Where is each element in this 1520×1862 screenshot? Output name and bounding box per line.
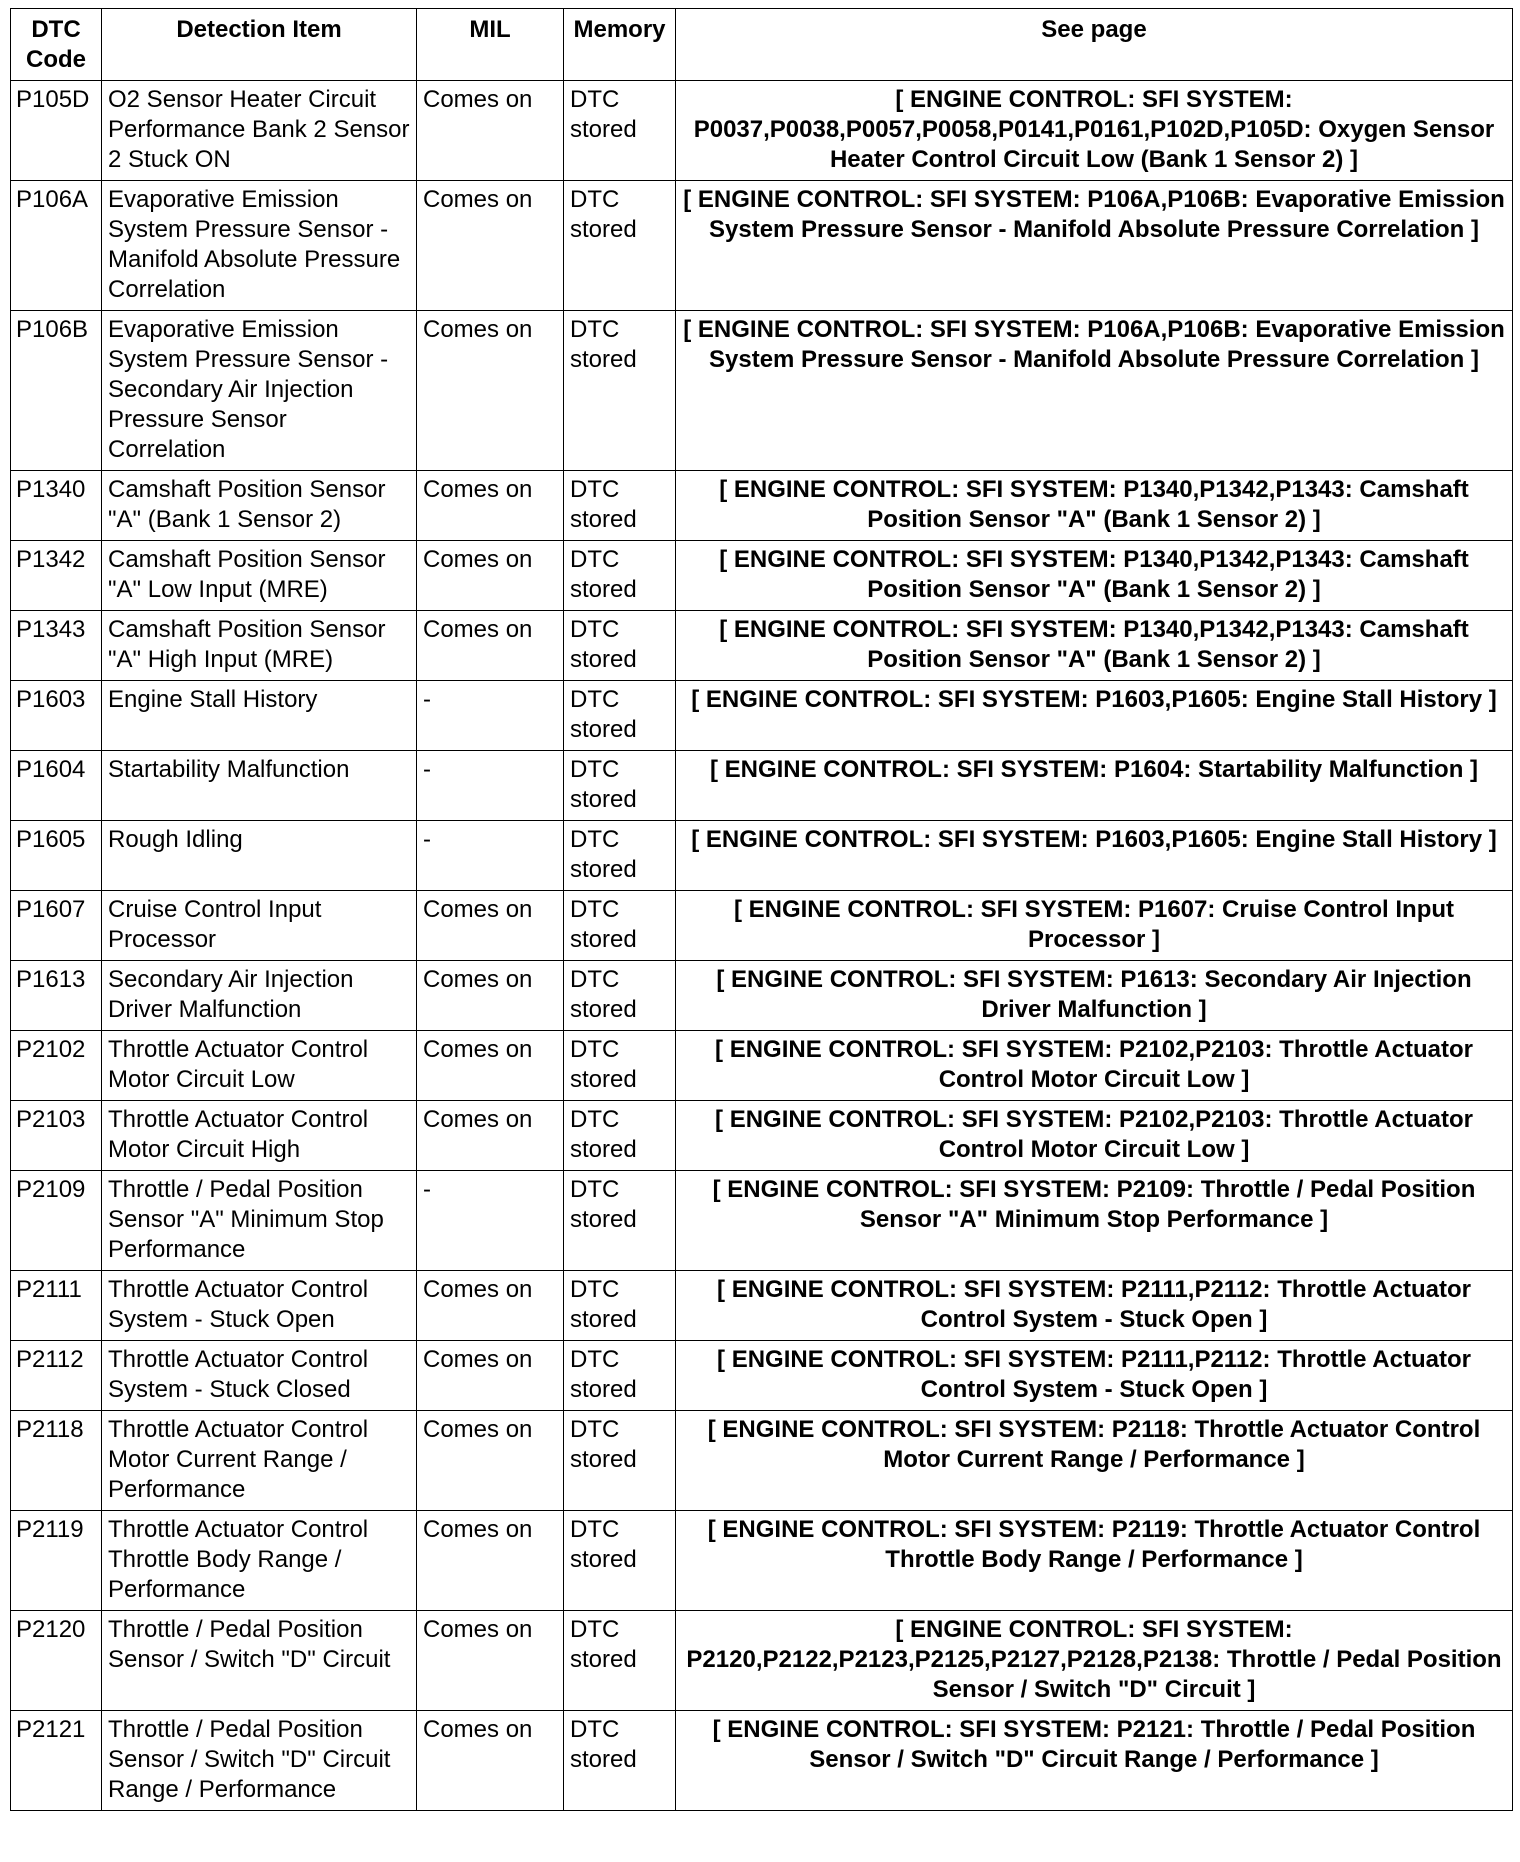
detection-item-cell: Throttle Actuator Control Motor Circuit High <box>102 1101 417 1171</box>
memory-cell: DTC stored <box>564 181 676 311</box>
table-row <box>11 751 1513 821</box>
memory-cell: DTC stored <box>564 541 676 611</box>
table-row <box>11 181 1513 311</box>
mil-cell: - <box>417 681 564 751</box>
memory-cell: DTC stored <box>564 611 676 681</box>
dtc-code-cell: P1343 <box>11 611 102 681</box>
detection-item-cell: Rough Idling <box>102 821 417 891</box>
detection-item-cell: Camshaft Position Sensor "A" (Bank 1 Sensor 2) <box>102 471 417 541</box>
mil-cell: Comes on <box>417 1411 564 1511</box>
header-memory: Memory <box>564 9 676 81</box>
dtc-code-cell: P1605 <box>11 821 102 891</box>
see-page-link[interactable]: [ ENGINE CONTROL: SFI SYSTEM: P106A,P106B: Evaporative Emission System Pressure Sensor - Manifold Absolute Pressure Correlation ] <box>676 181 1513 311</box>
detection-item-cell: Throttle Actuator Control Throttle Body Range / Performance <box>102 1511 417 1611</box>
dtc-code-cell: P2111 <box>11 1271 102 1341</box>
see-page-link[interactable]: [ ENGINE CONTROL: SFI SYSTEM: P2111,P2112: Throttle Actuator Control System - Stuck Open ] <box>676 1341 1513 1411</box>
see-page-link[interactable]: [ ENGINE CONTROL: SFI SYSTEM: P1340,P1342,P1343: Camshaft Position Sensor "A" (Bank 1 Sensor 2) ] <box>676 611 1513 681</box>
dtc-code-cell: P106B <box>11 311 102 471</box>
mil-cell: Comes on <box>417 181 564 311</box>
table-row <box>11 891 1513 961</box>
see-page-link[interactable]: [ ENGINE CONTROL: SFI SYSTEM: P2111,P2112: Throttle Actuator Control System - Stuck Open ] <box>676 1271 1513 1341</box>
table-row <box>11 611 1513 681</box>
mil-cell: Comes on <box>417 1341 564 1411</box>
dtc-code-cell: P1607 <box>11 891 102 961</box>
detection-item-cell: O2 Sensor Heater Circuit Performance Bank 2 Sensor 2 Stuck ON <box>102 81 417 181</box>
dtc-code-cell: P2103 <box>11 1101 102 1171</box>
dtc-code-cell: P2118 <box>11 1411 102 1511</box>
mil-cell: - <box>417 751 564 821</box>
table-row <box>11 1031 1513 1101</box>
mil-cell: Comes on <box>417 1511 564 1611</box>
dtc-code-cell: P2120 <box>11 1611 102 1711</box>
table-row <box>11 821 1513 891</box>
table-row <box>11 1271 1513 1341</box>
mil-cell: Comes on <box>417 1101 564 1171</box>
memory-cell: DTC stored <box>564 681 676 751</box>
mil-cell: Comes on <box>417 611 564 681</box>
dtc-code-cell: P2102 <box>11 1031 102 1101</box>
mil-cell: Comes on <box>417 1271 564 1341</box>
table-row <box>11 1411 1513 1511</box>
header-dtc-code: DTC Code <box>11 9 102 81</box>
see-page-link[interactable]: [ ENGINE CONTROL: SFI SYSTEM: P2102,P2103: Throttle Actuator Control Motor Circuit Low ] <box>676 1031 1513 1101</box>
memory-cell: DTC stored <box>564 1611 676 1711</box>
table-body <box>11 81 1513 1811</box>
detection-item-cell: Startability Malfunction <box>102 751 417 821</box>
see-page-link[interactable]: [ ENGINE CONTROL: SFI SYSTEM: P0037,P0038,P0057,P0058,P0141,P0161,P102D,P105D: Oxygen Sensor Heater Control Circuit Low (Bank 1 Sensor 2) ] <box>676 81 1513 181</box>
dtc-code-cell: P105D <box>11 81 102 181</box>
detection-item-cell: Throttle / Pedal Position Sensor / Switch "D" Circuit <box>102 1611 417 1711</box>
dtc-code-cell: P1342 <box>11 541 102 611</box>
dtc-code-cell: P1603 <box>11 681 102 751</box>
mil-cell: Comes on <box>417 541 564 611</box>
detection-item-cell: Engine Stall History <box>102 681 417 751</box>
dtc-code-cell: P1613 <box>11 961 102 1031</box>
detection-item-cell: Camshaft Position Sensor "A" Low Input (MRE) <box>102 541 417 611</box>
table-row <box>11 81 1513 181</box>
mil-cell: Comes on <box>417 471 564 541</box>
table-row <box>11 1101 1513 1171</box>
dtc-code-cell: P1340 <box>11 471 102 541</box>
see-page-link[interactable]: [ ENGINE CONTROL: SFI SYSTEM: P1603,P1605: Engine Stall History ] <box>676 821 1513 891</box>
see-page-link[interactable]: [ ENGINE CONTROL: SFI SYSTEM: P2109: Throttle / Pedal Position Sensor "A" Minimum Stop Performance ] <box>676 1171 1513 1271</box>
see-page-link[interactable]: [ ENGINE CONTROL: SFI SYSTEM: P1613: Secondary Air Injection Driver Malfunction ] <box>676 961 1513 1031</box>
memory-cell: DTC stored <box>564 1101 676 1171</box>
detection-item-cell: Throttle Actuator Control System - Stuck Open <box>102 1271 417 1341</box>
table-row <box>11 1341 1513 1411</box>
detection-item-cell: Throttle / Pedal Position Sensor / Switch "D" Circuit Range / Performance <box>102 1711 417 1811</box>
see-page-link[interactable]: [ ENGINE CONTROL: SFI SYSTEM: P1607: Cruise Control Input Processor ] <box>676 891 1513 961</box>
detection-item-cell: Throttle Actuator Control System - Stuck Closed <box>102 1341 417 1411</box>
dtc-code-cell: P2121 <box>11 1711 102 1811</box>
mil-cell: Comes on <box>417 891 564 961</box>
memory-cell: DTC stored <box>564 471 676 541</box>
see-page-link[interactable]: [ ENGINE CONTROL: SFI SYSTEM: P1603,P1605: Engine Stall History ] <box>676 681 1513 751</box>
detection-item-cell: Secondary Air Injection Driver Malfunction <box>102 961 417 1031</box>
header-mil: MIL <box>417 9 564 81</box>
memory-cell: DTC stored <box>564 1171 676 1271</box>
see-page-link[interactable]: [ ENGINE CONTROL: SFI SYSTEM: P2102,P2103: Throttle Actuator Control Motor Circuit Low ] <box>676 1101 1513 1171</box>
mil-cell: Comes on <box>417 1031 564 1101</box>
dtc-code-cell: P2119 <box>11 1511 102 1611</box>
detection-item-cell: Throttle Actuator Control Motor Circuit Low <box>102 1031 417 1101</box>
memory-cell: DTC stored <box>564 81 676 181</box>
see-page-link[interactable]: [ ENGINE CONTROL: SFI SYSTEM: P1340,P1342,P1343: Camshaft Position Sensor "A" (Bank 1 Sensor 2) ] <box>676 471 1513 541</box>
memory-cell: DTC stored <box>564 311 676 471</box>
table-row <box>11 471 1513 541</box>
table-row <box>11 311 1513 471</box>
table-row <box>11 1611 1513 1711</box>
memory-cell: DTC stored <box>564 821 676 891</box>
detection-item-cell: Evaporative Emission System Pressure Sensor - Secondary Air Injection Pressure Sensor Correlation <box>102 311 417 471</box>
table-row <box>11 961 1513 1031</box>
see-page-link[interactable]: [ ENGINE CONTROL: SFI SYSTEM: P2119: Throttle Actuator Control Throttle Body Range / Performance ] <box>676 1511 1513 1611</box>
dtc-code-cell: P2112 <box>11 1341 102 1411</box>
table-row <box>11 541 1513 611</box>
dtc-code-cell: P1604 <box>11 751 102 821</box>
memory-cell: DTC stored <box>564 1411 676 1511</box>
memory-cell: DTC stored <box>564 1271 676 1341</box>
mil-cell: - <box>417 821 564 891</box>
mil-cell: - <box>417 1171 564 1271</box>
dtc-table <box>10 8 1513 1811</box>
header-row <box>11 9 1513 81</box>
see-page-link[interactable]: [ ENGINE CONTROL: SFI SYSTEM: P2118: Throttle Actuator Control Motor Current Range / Performance ] <box>676 1411 1513 1511</box>
memory-cell: DTC stored <box>564 1511 676 1611</box>
table-row <box>11 1711 1513 1811</box>
memory-cell: DTC stored <box>564 751 676 821</box>
table-row <box>11 1171 1513 1271</box>
mil-cell: Comes on <box>417 81 564 181</box>
header-see-page: See page <box>676 9 1513 81</box>
detection-item-cell: Evaporative Emission System Pressure Sensor - Manifold Absolute Pressure Correlation <box>102 181 417 311</box>
see-page-link[interactable]: [ ENGINE CONTROL: SFI SYSTEM: P1604: Startability Malfunction ] <box>676 751 1513 821</box>
memory-cell: DTC stored <box>564 1031 676 1101</box>
detection-item-cell: Camshaft Position Sensor "A" High Input (MRE) <box>102 611 417 681</box>
see-page-link[interactable]: [ ENGINE CONTROL: SFI SYSTEM: P2121: Throttle / Pedal Position Sensor / Switch "D" Circuit Range / Performance ] <box>676 1711 1513 1811</box>
mil-cell: Comes on <box>417 961 564 1031</box>
header-detection-item: Detection Item <box>102 9 417 81</box>
detection-item-cell: Throttle Actuator Control Motor Current Range / Performance <box>102 1411 417 1511</box>
table-row <box>11 1511 1513 1611</box>
mil-cell: Comes on <box>417 311 564 471</box>
memory-cell: DTC stored <box>564 1711 676 1811</box>
mil-cell: Comes on <box>417 1711 564 1811</box>
see-page-link[interactable]: [ ENGINE CONTROL: SFI SYSTEM: P2120,P2122,P2123,P2125,P2127,P2128,P2138: Throttle / Pedal Position Sensor / Switch "D" Circuit ] <box>676 1611 1513 1711</box>
memory-cell: DTC stored <box>564 891 676 961</box>
see-page-link[interactable]: [ ENGINE CONTROL: SFI SYSTEM: P1340,P1342,P1343: Camshaft Position Sensor "A" (Bank 1 Sensor 2) ] <box>676 541 1513 611</box>
dtc-code-cell: P106A <box>11 181 102 311</box>
memory-cell: DTC stored <box>564 961 676 1031</box>
detection-item-cell: Cruise Control Input Processor <box>102 891 417 961</box>
memory-cell: DTC stored <box>564 1341 676 1411</box>
dtc-table-container <box>10 8 1513 1811</box>
mil-cell: Comes on <box>417 1611 564 1711</box>
dtc-code-cell: P2109 <box>11 1171 102 1271</box>
detection-item-cell: Throttle / Pedal Position Sensor "A" Minimum Stop Performance <box>102 1171 417 1271</box>
table-row <box>11 681 1513 751</box>
see-page-link[interactable]: [ ENGINE CONTROL: SFI SYSTEM: P106A,P106B: Evaporative Emission System Pressure Sensor - Manifold Absolute Pressure Correlation ] <box>676 311 1513 471</box>
